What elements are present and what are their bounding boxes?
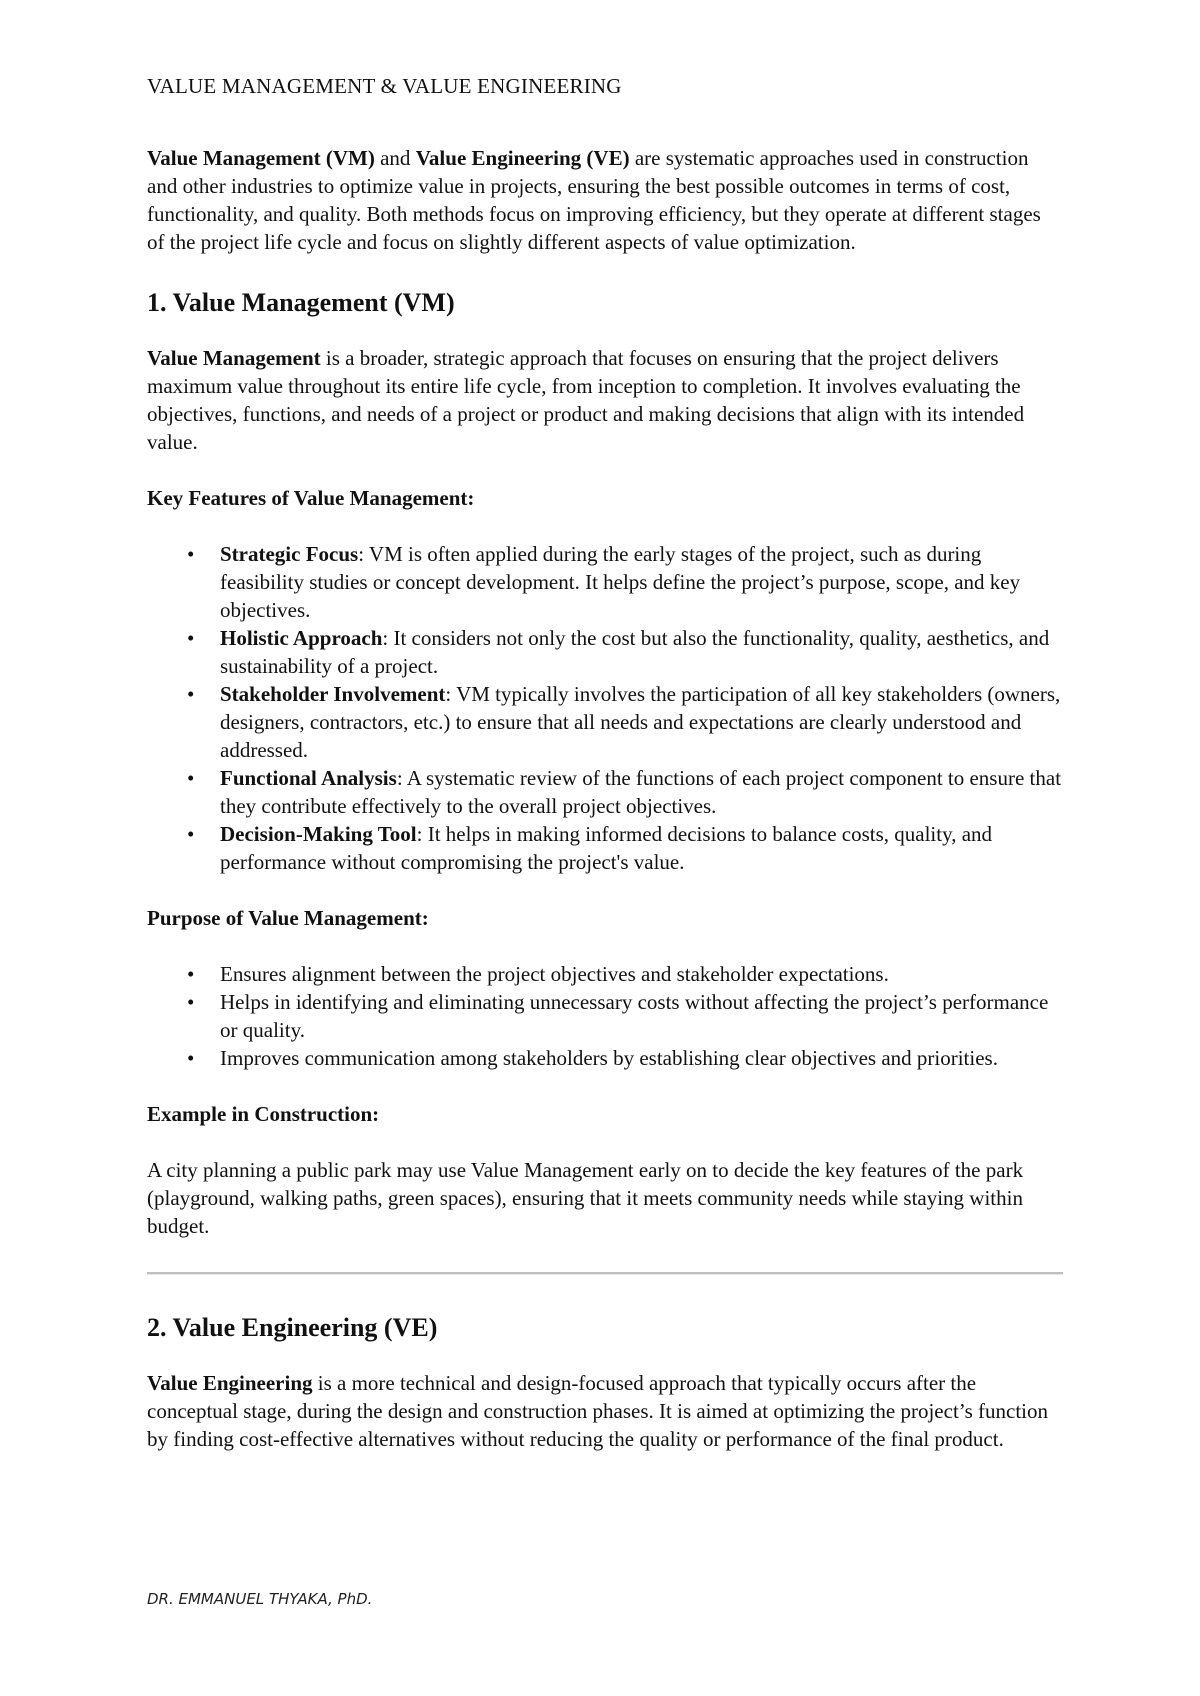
document-body — [147, 144, 1063, 1481]
list-item — [187, 764, 1063, 820]
vm-definition-text: is a broader, strategic approach that focuses on ensuring that the project delivers maximum value throughout its entire life cycle, from inception to completion. It involves evaluating the objectives, functions, and needs of a project or product and making decisions that align with its intended value. — [147, 346, 1025, 454]
vm-example-text: A city planning a public park may use Value Management early on to decide the key features of the park (playground, walking paths, green spaces), ensuring that it meets community needs while staying within budget. — [147, 1158, 1024, 1238]
vm-purpose-heading: Purpose of Value Management: — [147, 906, 429, 930]
bullet-icon: • — [187, 766, 195, 790]
list-item — [187, 960, 1063, 988]
feature-term: Functional Analysis — [220, 766, 397, 790]
ve-heading: 2. Value Engineering (VE) — [147, 1313, 438, 1342]
list-item — [187, 1044, 1063, 1072]
intro-term-vm: Value Management (VM) — [147, 146, 375, 170]
intro-term-ve: Value Engineering (VE) — [415, 146, 630, 170]
vm-definition-term: Value Management — [147, 346, 321, 370]
horizontal-divider — [147, 1272, 1063, 1275]
feature-term: Strategic Focus — [220, 542, 359, 566]
feature-text: : VM is often applied during the early stages of the project, such as during feasibility studies or concept development. It helps define the project’s purpose, scope, and key objectives. — [220, 542, 1021, 622]
vm-definition — [147, 344, 1063, 456]
intro-paragraph — [147, 144, 1063, 256]
feature-text: : VM typically involves the participation of all key stakeholders (owners, designers, contractors, etc.) to ensure that all needs and expectations are clearly understood and addressed. — [220, 682, 1061, 762]
bullet-icon: • — [187, 682, 195, 706]
purpose-text: Helps in identifying and eliminating unnecessary costs without affecting the project’s performance or quality. — [220, 990, 1049, 1042]
feature-text: : It considers not only the cost but also the functionality, quality, aesthetics, and sustainability of a project. — [220, 626, 1050, 678]
list-item — [187, 988, 1063, 1044]
vm-purpose-list — [147, 960, 1063, 1072]
ve-definition — [147, 1369, 1063, 1453]
bullet-icon: • — [187, 822, 195, 846]
bullet-icon: • — [187, 962, 195, 986]
feature-term: Holistic Approach — [220, 626, 383, 650]
intro-and: and — [374, 146, 416, 170]
vm-heading: 1. Value Management (VM) — [147, 288, 455, 317]
list-item — [187, 624, 1063, 680]
bullet-icon: • — [187, 1046, 195, 1070]
purpose-text: Ensures alignment between the project objectives and stakeholder expectations. — [220, 962, 889, 986]
ve-definition-text: is a more technical and design-focused approach that typically occurs after the conceptual stage, during the design and construction phases. It is aimed at optimizing the project’s function by finding cost-effective alternatives without reducing the quality or performance of the final product. — [147, 1371, 1049, 1451]
bullet-icon: • — [187, 990, 195, 1014]
vm-example-heading: Example in Construction: — [147, 1102, 380, 1126]
ve-definition-term: Value Engineering — [147, 1371, 313, 1395]
intro-text: are systematic approaches used in construction and other industries to optimize value in projects, ensuring the best possible outcomes in terms of cost, functionality, and quality. Both methods focus on improving efficiency, but they operate at different stages of the project life cycle and focus on slightly different aspects of value optimization. — [147, 146, 1041, 254]
list-item — [187, 540, 1063, 624]
document-page — [147, 0, 1063, 1696]
list-item — [187, 820, 1063, 876]
list-item — [187, 680, 1063, 764]
vm-features-list — [147, 540, 1063, 876]
feature-term: Decision-Making Tool — [220, 822, 417, 846]
feature-text: : It helps in making informed decisions to balance costs, quality, and performance without compromising the project's value. — [220, 822, 993, 874]
feature-term: Stakeholder Involvement — [220, 682, 446, 706]
purpose-text: Improves communication among stakeholders by establishing clear objectives and priorities. — [220, 1046, 998, 1070]
bullet-icon: • — [187, 542, 195, 566]
document-header: VALUE MANAGEMENT & VALUE ENGINEERING — [147, 74, 622, 98]
feature-text: : A systematic review of the functions of each project component to ensure that they contribute effectively to the overall project objectives. — [220, 766, 1062, 818]
document-footer: DR. EMMANUEL THYAKA, PhD. — [147, 1590, 373, 1608]
vm-features-heading: Key Features of Value Management: — [147, 486, 475, 510]
bullet-icon: • — [187, 626, 195, 650]
